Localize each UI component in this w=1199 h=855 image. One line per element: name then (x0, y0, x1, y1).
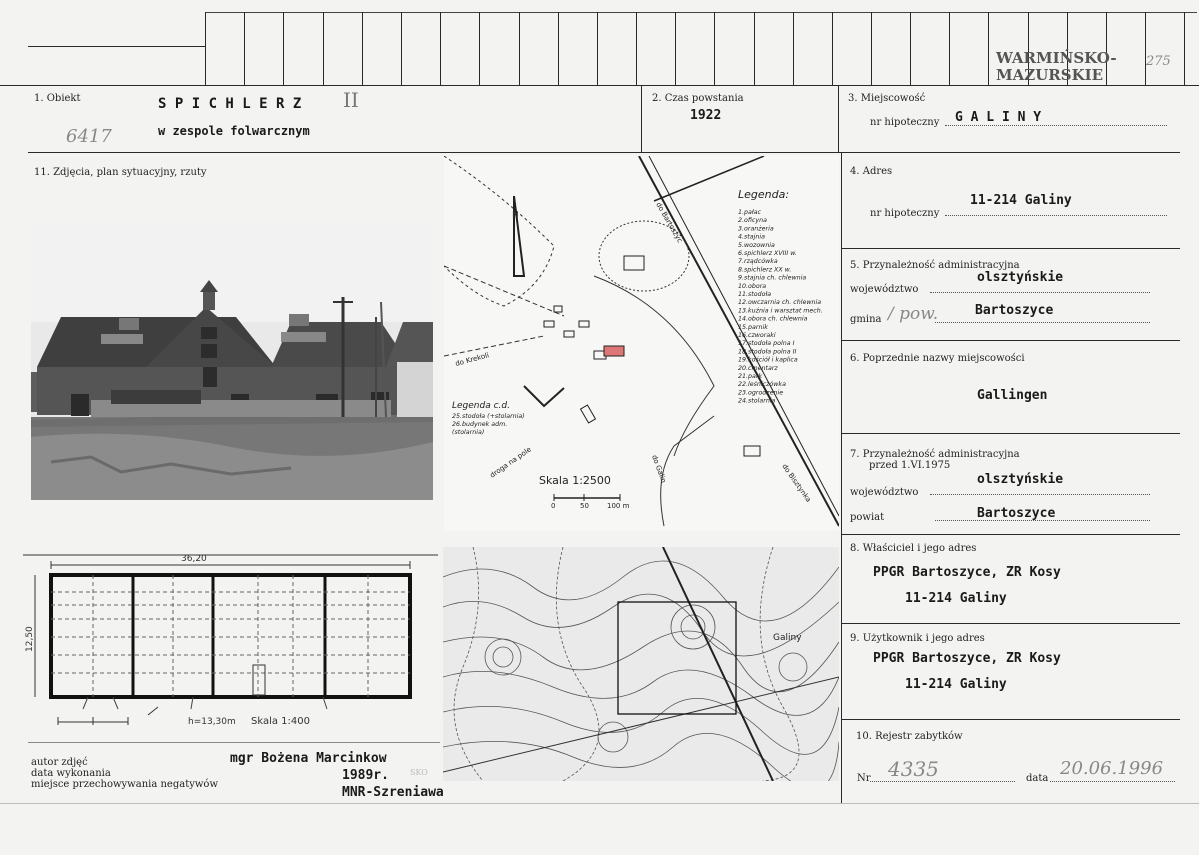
field-11-label: 11. Zdjęcia, plan sytuacyjny, rzuty (34, 167, 207, 178)
old-voivodeship-label: województwo (850, 487, 919, 498)
road-label-bisztynek: do Bisztynka (780, 462, 813, 504)
user-line-2: 11-214 Galiny (905, 677, 1007, 692)
grid-cell-divider (754, 12, 755, 85)
row-divider (841, 340, 1180, 341)
grid-cell-divider (871, 12, 872, 85)
grid-cell-divider (244, 12, 245, 85)
register-number: 4335 (888, 757, 939, 781)
grid-cell-divider (675, 12, 676, 85)
locality-value: G A L I N Y (955, 110, 1042, 125)
owner-line-2: 11-214 Galiny (905, 591, 1007, 606)
user-line-1: PPGR Bartoszyce, ZR Kosy (873, 651, 1061, 666)
grid-cell-divider (362, 12, 363, 85)
row-divider (841, 248, 1180, 249)
legend-item: 26.budynek adm. (452, 421, 508, 428)
field-1-label: 1. Obiekt (34, 93, 81, 104)
legend-item: 19.kościół i kaplica (738, 356, 798, 364)
commune-handwritten: / pow. (888, 304, 939, 324)
floor-height-note: h=13,30m (188, 717, 236, 727)
row-divider (0, 85, 1199, 86)
legend-item: 7.rządcówka (738, 258, 778, 266)
grid-cell-divider (519, 12, 520, 85)
grid-cell-divider (910, 12, 911, 85)
site-scale-label: Skala 1:2500 (539, 474, 611, 487)
grid-cell-divider (1184, 12, 1185, 85)
site-plan (444, 156, 839, 531)
grid-cell-divider (597, 12, 598, 85)
field-7-label: 7. Przynależność administracyjna (850, 449, 1020, 460)
divider (838, 85, 839, 152)
legend-item: 23.ogrodzenie (738, 389, 784, 397)
legend-title: Legenda: (738, 188, 790, 201)
legend-item: 16.czworaki (738, 332, 776, 339)
legend-item: (stolarnia) (452, 429, 485, 436)
topographic-map (443, 547, 839, 781)
scale-tick-50: 50 (580, 502, 589, 510)
row-divider (841, 534, 1180, 535)
old-voivodeship-value: olsztyńskie (977, 472, 1064, 487)
register-nr-label: Nr (857, 773, 871, 784)
legend-item: 4.stajnia (738, 233, 765, 241)
region-stamp: WARMIŃSKO- MAZURSKIE (996, 49, 1117, 84)
legend2-title: Legenda c.d. (452, 401, 510, 411)
row-divider (841, 433, 1180, 434)
floor-width-dim: 36,20 (181, 554, 207, 564)
owner-line-1: PPGR Bartoszyce, ZR Kosy (873, 565, 1061, 580)
dotted-line (935, 322, 1150, 323)
floor-depth-dim: 12,50 (25, 626, 35, 652)
north-arrow: N (512, 211, 519, 221)
top-strip-line (28, 46, 205, 47)
legend-item: 21.park (738, 373, 763, 380)
scale-tick-0: 0 (551, 502, 556, 510)
field-2-label: 2. Czas powstania (652, 93, 744, 104)
legend-item: 8.spichlerz XX w. (738, 266, 792, 274)
legend-item: 25.stodoła (+stolarnia) (452, 413, 525, 420)
legend-item: 1.pałac (738, 209, 761, 216)
dotted-line (930, 494, 1150, 495)
dotted-line (1050, 781, 1175, 782)
commune-value: Bartoszyce (975, 303, 1054, 318)
negative-storage: MNR-Szreniawa (342, 785, 444, 800)
divider (641, 85, 642, 152)
grid-cell-divider (323, 12, 324, 85)
field-5-label: 5. Przynależność administracyjna (850, 260, 1020, 271)
road-label-galiny: do Galin (650, 453, 668, 484)
register-date: 20.06.1996 (1060, 758, 1164, 779)
photo-date-label: data wykonania (31, 768, 111, 779)
commune-label: gmina (850, 314, 882, 325)
roman-numeral: II (343, 88, 359, 112)
road-label-krekole: do Krekoli (454, 351, 490, 368)
field-7-date-label: przed 1.VI.1975 (869, 460, 951, 471)
former-name-value: Gallingen (977, 388, 1048, 403)
object-subtitle: w zespole folwarcznym (158, 124, 310, 138)
photo-date: 1989r. (342, 768, 389, 783)
legend-item: 20.cmentarz (738, 364, 778, 372)
grid-cell-divider (636, 12, 637, 85)
legend-item: 13.kuźnia i warsztat mech. (738, 307, 823, 315)
road-label-field: droga na pole (488, 445, 533, 480)
legend-item: 22.leśniczówka (738, 381, 786, 389)
legend-item: 5.wozownia (738, 241, 775, 249)
legend-item: 14.obora ch. chlewnia (738, 315, 808, 323)
voivodeship-value: olsztyńskie (977, 270, 1064, 285)
footer-divider (28, 742, 440, 743)
inventory-number: 6417 (66, 126, 112, 147)
grid-cell-divider (793, 12, 794, 85)
grid-cell-divider (1145, 12, 1146, 85)
county-label: powiat (850, 512, 885, 523)
grid-cell-divider (479, 12, 480, 85)
grid-cell-divider (440, 12, 441, 85)
granary-photo (31, 222, 433, 500)
column-divider (841, 152, 842, 804)
legend-item: 24.stolarnia (738, 397, 776, 405)
grid-cell-divider (988, 12, 989, 85)
grid-cell-divider (714, 12, 715, 85)
card-number: 275 (1146, 54, 1171, 69)
grid-cell-divider (205, 12, 206, 85)
address-mortgage-label: nr hipoteczny (870, 208, 940, 219)
photo-author-label: autor zdjęć (31, 757, 88, 768)
legend-item: 11.stodoła (738, 291, 772, 298)
construction-year: 1922 (690, 108, 722, 123)
field-10-label: 10. Rejestr zabytków (856, 731, 963, 742)
row-divider (841, 623, 1180, 624)
grid-cell-divider (949, 12, 950, 85)
field-9-label: 9. Użytkownik i jego adres (850, 633, 985, 644)
mortgage-label: nr hipoteczny (870, 117, 940, 128)
dotted-line (930, 292, 1150, 293)
legend-item: 6.spichlerz XVIII w. (738, 250, 797, 257)
legend-item: 2.oficyna (738, 217, 767, 225)
register-date-label: data (1026, 773, 1049, 784)
legend-item: 9.stajnia ch. chlewnia (738, 274, 807, 282)
bottom-edge (0, 803, 1199, 804)
voivodeship-label: województwo (850, 284, 919, 295)
grid-cell-divider (832, 12, 833, 85)
top-edge (205, 12, 1197, 13)
road-label-bartoszyce: do Bartoszyc (654, 201, 684, 245)
dotted-line (945, 125, 1167, 126)
scale-tick-100: 100 m (607, 502, 630, 510)
floor-plan (23, 547, 438, 739)
address-value: 11-214 Galiny (970, 193, 1072, 208)
row-divider (841, 719, 1180, 720)
grid-cell-divider (401, 12, 402, 85)
grid-cell-divider (283, 12, 284, 85)
field-3-label: 3. Miejscowość (848, 93, 926, 104)
field-6-label: 6. Poprzednie nazwy miejscowości (850, 353, 1025, 364)
dotted-line (870, 781, 1015, 782)
topo-place-label: Galiny (773, 633, 802, 643)
row-divider (28, 152, 1180, 153)
negative-storage-label: miejsce przechowywania negatywów (31, 779, 218, 790)
grid-cell-divider (558, 12, 559, 85)
photo-author: mgr Bożena Marcinkow (230, 751, 387, 766)
floor-scale: Skala 1:400 (251, 716, 310, 727)
object-title: S P I C H L E R Z (158, 96, 302, 112)
field-4-label: 4. Adres (850, 166, 893, 177)
legend-item: 18.stodoła polna II (738, 348, 797, 356)
county-value: Bartoszyce (977, 506, 1056, 521)
small-stamp: SKO (410, 768, 428, 777)
legend-item: 10.obora (738, 282, 767, 290)
legend-item: 12.owczarnia ch. chlewnia (738, 299, 822, 307)
legend-item: 3.oranżeria (738, 225, 774, 233)
legend-list (738, 209, 823, 405)
field-8-label: 8. Właściciel i jego adres (850, 543, 977, 554)
dotted-line (945, 215, 1167, 216)
legend-item: 15.parnik (738, 323, 768, 331)
legend2-list (452, 412, 525, 436)
legend-item: 17.stodoła polna I (738, 340, 795, 348)
dotted-line (935, 520, 1150, 521)
